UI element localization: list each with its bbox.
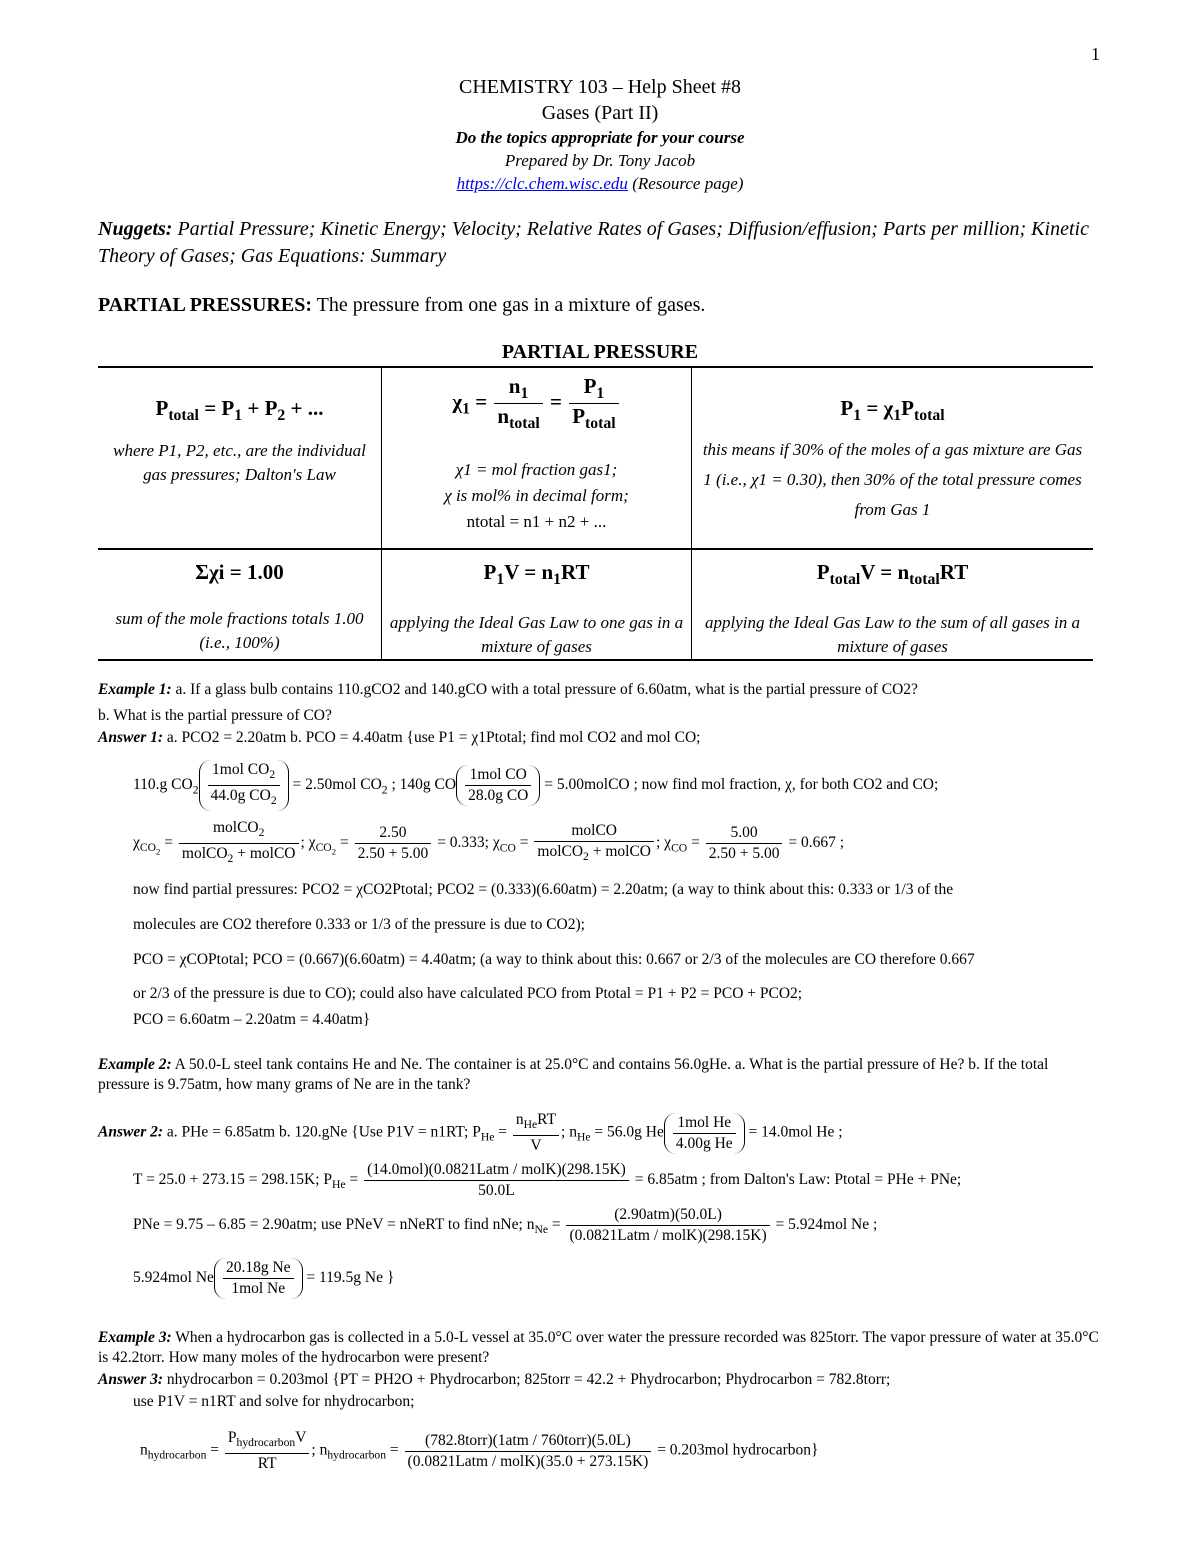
pp-text: The pressure from one gas in a mixture of gases.	[311, 294, 706, 316]
note-mol-fraction: χ1 = mol fraction gas1; χ is mol% in decimal form; ntotal = n1 + n2 + ...	[444, 460, 629, 532]
example1-line6: or 2/3 of the pressure is due to CO); could also have calculated PCO from Ptotal = P1 + P2 = PCO + PCO2;	[133, 985, 803, 1002]
resource-line	[0, 174, 1200, 194]
note-dalton: where P1, P2, etc., are the individual gas pressures; Dalton's Law	[113, 441, 366, 485]
resource-suffix: (Resource page)	[627, 174, 744, 193]
example2-question: Example 2: A 50.0-L steel tank contains He and Ne. The container is at 25.0°C and contains 56.0gHe. a. What is the partial pressure of He? b. If the total pressure is 9.75atm, how many grams of Ne are in the tank?	[98, 1056, 1049, 1093]
example3-question: Example 3: When a hydrocarbon gas is collected in a 5.0-L vessel at 35.0°C over water the pressure recorded was 825torr. The vapor pressure of water at 35.0°C is 42.2torr. How many moles of the hydrocarbon were present?	[98, 1329, 1099, 1366]
note-partial: this means if 30% of the moles of a gas mixture are Gas 1 (i.e., χ1 = 0.30), then 30% of the total pressure comes from Gas 1	[702, 440, 1083, 520]
eq-ideal-total: $P_{total}V = n_{total}RT$	[816, 560, 969, 589]
cell-mol-fraction	[382, 367, 692, 549]
cell-ideal-total	[692, 549, 1094, 660]
example3-answer: Answer 3: nhydrocarbon = 0.203mol {PT = PH2O + Phydrocarbon; 825torr = 42.2 + Phydrocarbon; Phydrocarbon = 782.8torr;	[98, 1371, 891, 1388]
example1-line7: PCO = 6.60atm – 2.20atm = 4.40atm}	[133, 1011, 371, 1028]
table-caption: PARTIAL PRESSURE	[501, 341, 699, 363]
example1-answer: Answer 1: a. PCO2 = 2.20atm b. PCO = 4.40atm {use P1 = χ1Ptotal; find mol CO2 and mol CO;	[98, 729, 701, 746]
example1-question: Example 1: a. If a glass bulb contains 110.gCO2 and 140.gCO with a total pressure of 6.60atm, what is the partial pressure of CO2?	[98, 681, 918, 698]
cell-dalton	[98, 367, 382, 549]
partial-pressures-def	[98, 294, 705, 317]
example1-question-b: b. What is the partial pressure of CO?	[98, 707, 332, 724]
eq-partial: $P_1 = \chi_1P_{total}$	[840, 396, 945, 425]
sheet-author: Prepared by Dr. Tony Jacob	[504, 151, 696, 170]
example1-mole-fractions: $\chi_{CO_2}$ = $\frac{molCO_2}{molCO_2 + molCO}$ ; $\chi_{CO_2}$ = $\frac{2.50}{2.50 + 5.00}$ = 0.333; $\chi_{CO}$ = $\frac{\text{molCO}}{molCO_2 + molCO}$ ; $\chi_{CO}$ = $\frac{5.00}{2.50 + 5.00}$ = 0.667 ;	[133, 819, 845, 866]
resource-link[interactable]: https://clc.chem.wisc.edu	[456, 174, 628, 193]
cell-ideal-one	[382, 549, 692, 660]
example1-line4: molecules are CO2 therefore 0.333 or 1/3 of the pressure is due to CO2);	[133, 916, 585, 933]
example2-line3: PNe = 9.75 – 6.85 = 2.90atm; use PNeV = nNeRT to find nNe; $n_{Ne}$ = $\frac{\text{(2.90atm)(50.0L)}}{\text{(0.0821Latm / molK)(298.15K)}}$ = 5.924mol Ne ;	[133, 1206, 878, 1244]
sheet-note: Do the topics appropriate for your course	[455, 128, 745, 147]
note-ideal-one: applying the Ideal Gas Law to one gas in a mixture of gases	[389, 613, 684, 657]
cell-sum	[98, 549, 382, 660]
sheet-title: CHEMISTRY 103 – Help Sheet #8	[458, 76, 742, 98]
eq-ideal-one: $P_1V = n_1RT$	[483, 560, 590, 589]
nuggets	[98, 216, 1098, 270]
pp-label: PARTIAL PRESSURES:	[98, 294, 312, 316]
sheet-subtitle: Gases (Part II)	[541, 102, 659, 124]
note-sum: sum of the mole fractions totals 1.00 (i.e., 100%)	[115, 609, 364, 652]
example1-line3: now find partial pressures: PCO2 = χCO2Ptotal; PCO2 = (0.333)(6.60atm) = 2.20atm; (a way to think about this: 0.333 or 1/3 of the	[133, 881, 954, 898]
example2-line4: 5.924mol Ne $\frac{\text{20.18g Ne}}{\text{1mol Ne}}$ = 119.5g Ne }	[133, 1259, 395, 1297]
note-ideal-total: applying the Ideal Gas Law to the sum of all gases in a mixture of gases	[705, 613, 1080, 657]
example3-line3: $n_{hydrocarbon}$ = $\frac{P_{hydrocarbon}V}{RT}$ ; $n_{hydrocarbon}$ = $\frac{\text{(782.8torr)(1atm / 760torr)(5.0L)}}{\text{(0.0821Latm / molK)(35.0 + 273.15K)}}$ = 0.203mol hydrocarbon}	[140, 1429, 819, 1473]
eq-mol-fraction: $\chi_1$ = $\frac{n_1}{n_{total}}$ = $\frac{P_1}{P_{total}}$	[388, 374, 685, 433]
example1-line5: PCO = χCOPtotal; PCO = (0.667)(6.60atm) = 4.40atm; (a way to think about this: 0.667 or 2/3 of the molecules are CO therefore 0.667	[133, 951, 975, 968]
partial-pressure-table	[98, 366, 1093, 661]
nuggets-label: Nuggets:	[98, 218, 173, 240]
eq-sum: Σχi = 1.00	[195, 560, 284, 584]
nuggets-text: Partial Pressure; Kinetic Energy; Velocity; Relative Rates of Gases; Diffusion/effusion; Parts per million; Kinetic Theory of Gases; Gas Equations: Summary	[98, 218, 1089, 267]
page-number: 1	[1091, 44, 1100, 64]
eq-dalton: $P_{total} = P_1 + P_2$ + ...	[155, 396, 324, 425]
example2-answer: Answer 2: a. PHe = 6.85atm b. 120.gNe {Use P1V = n1RT; $P_{He}$ = $\frac{n_{He}RT}{V}$ ; $n_{He} = 56.0g$ He $\frac{\text{1mol He}}{\text{4.00g He}}$ = 14.0mol He ;	[98, 1111, 843, 1155]
example2-line2: T = 25.0 + 273.15 = 298.15K; $P_{He}$ = $\frac{\text{(14.0mol)(0.0821Latm / molK)(298.15K)}}{50.0L}$ = 6.85atm ; from Dalton's Law: Ptotal = PHe + PNe;	[133, 1161, 962, 1199]
cell-partial	[692, 367, 1094, 549]
example1-conversion: 110.g $CO_2$ $\frac{1mol CO_2}{44.0g CO_2}$ = 2.50mol $CO_2$ ; 140g CO $\frac{\text{1mol CO}}{\text{28.0g CO}}$ = 5.00molCO ; now find mol fraction, χ, for both CO2 and CO;	[133, 760, 938, 811]
example3-line2: use P1V = n1RT and solve for nhydrocarbon;	[133, 1393, 415, 1410]
